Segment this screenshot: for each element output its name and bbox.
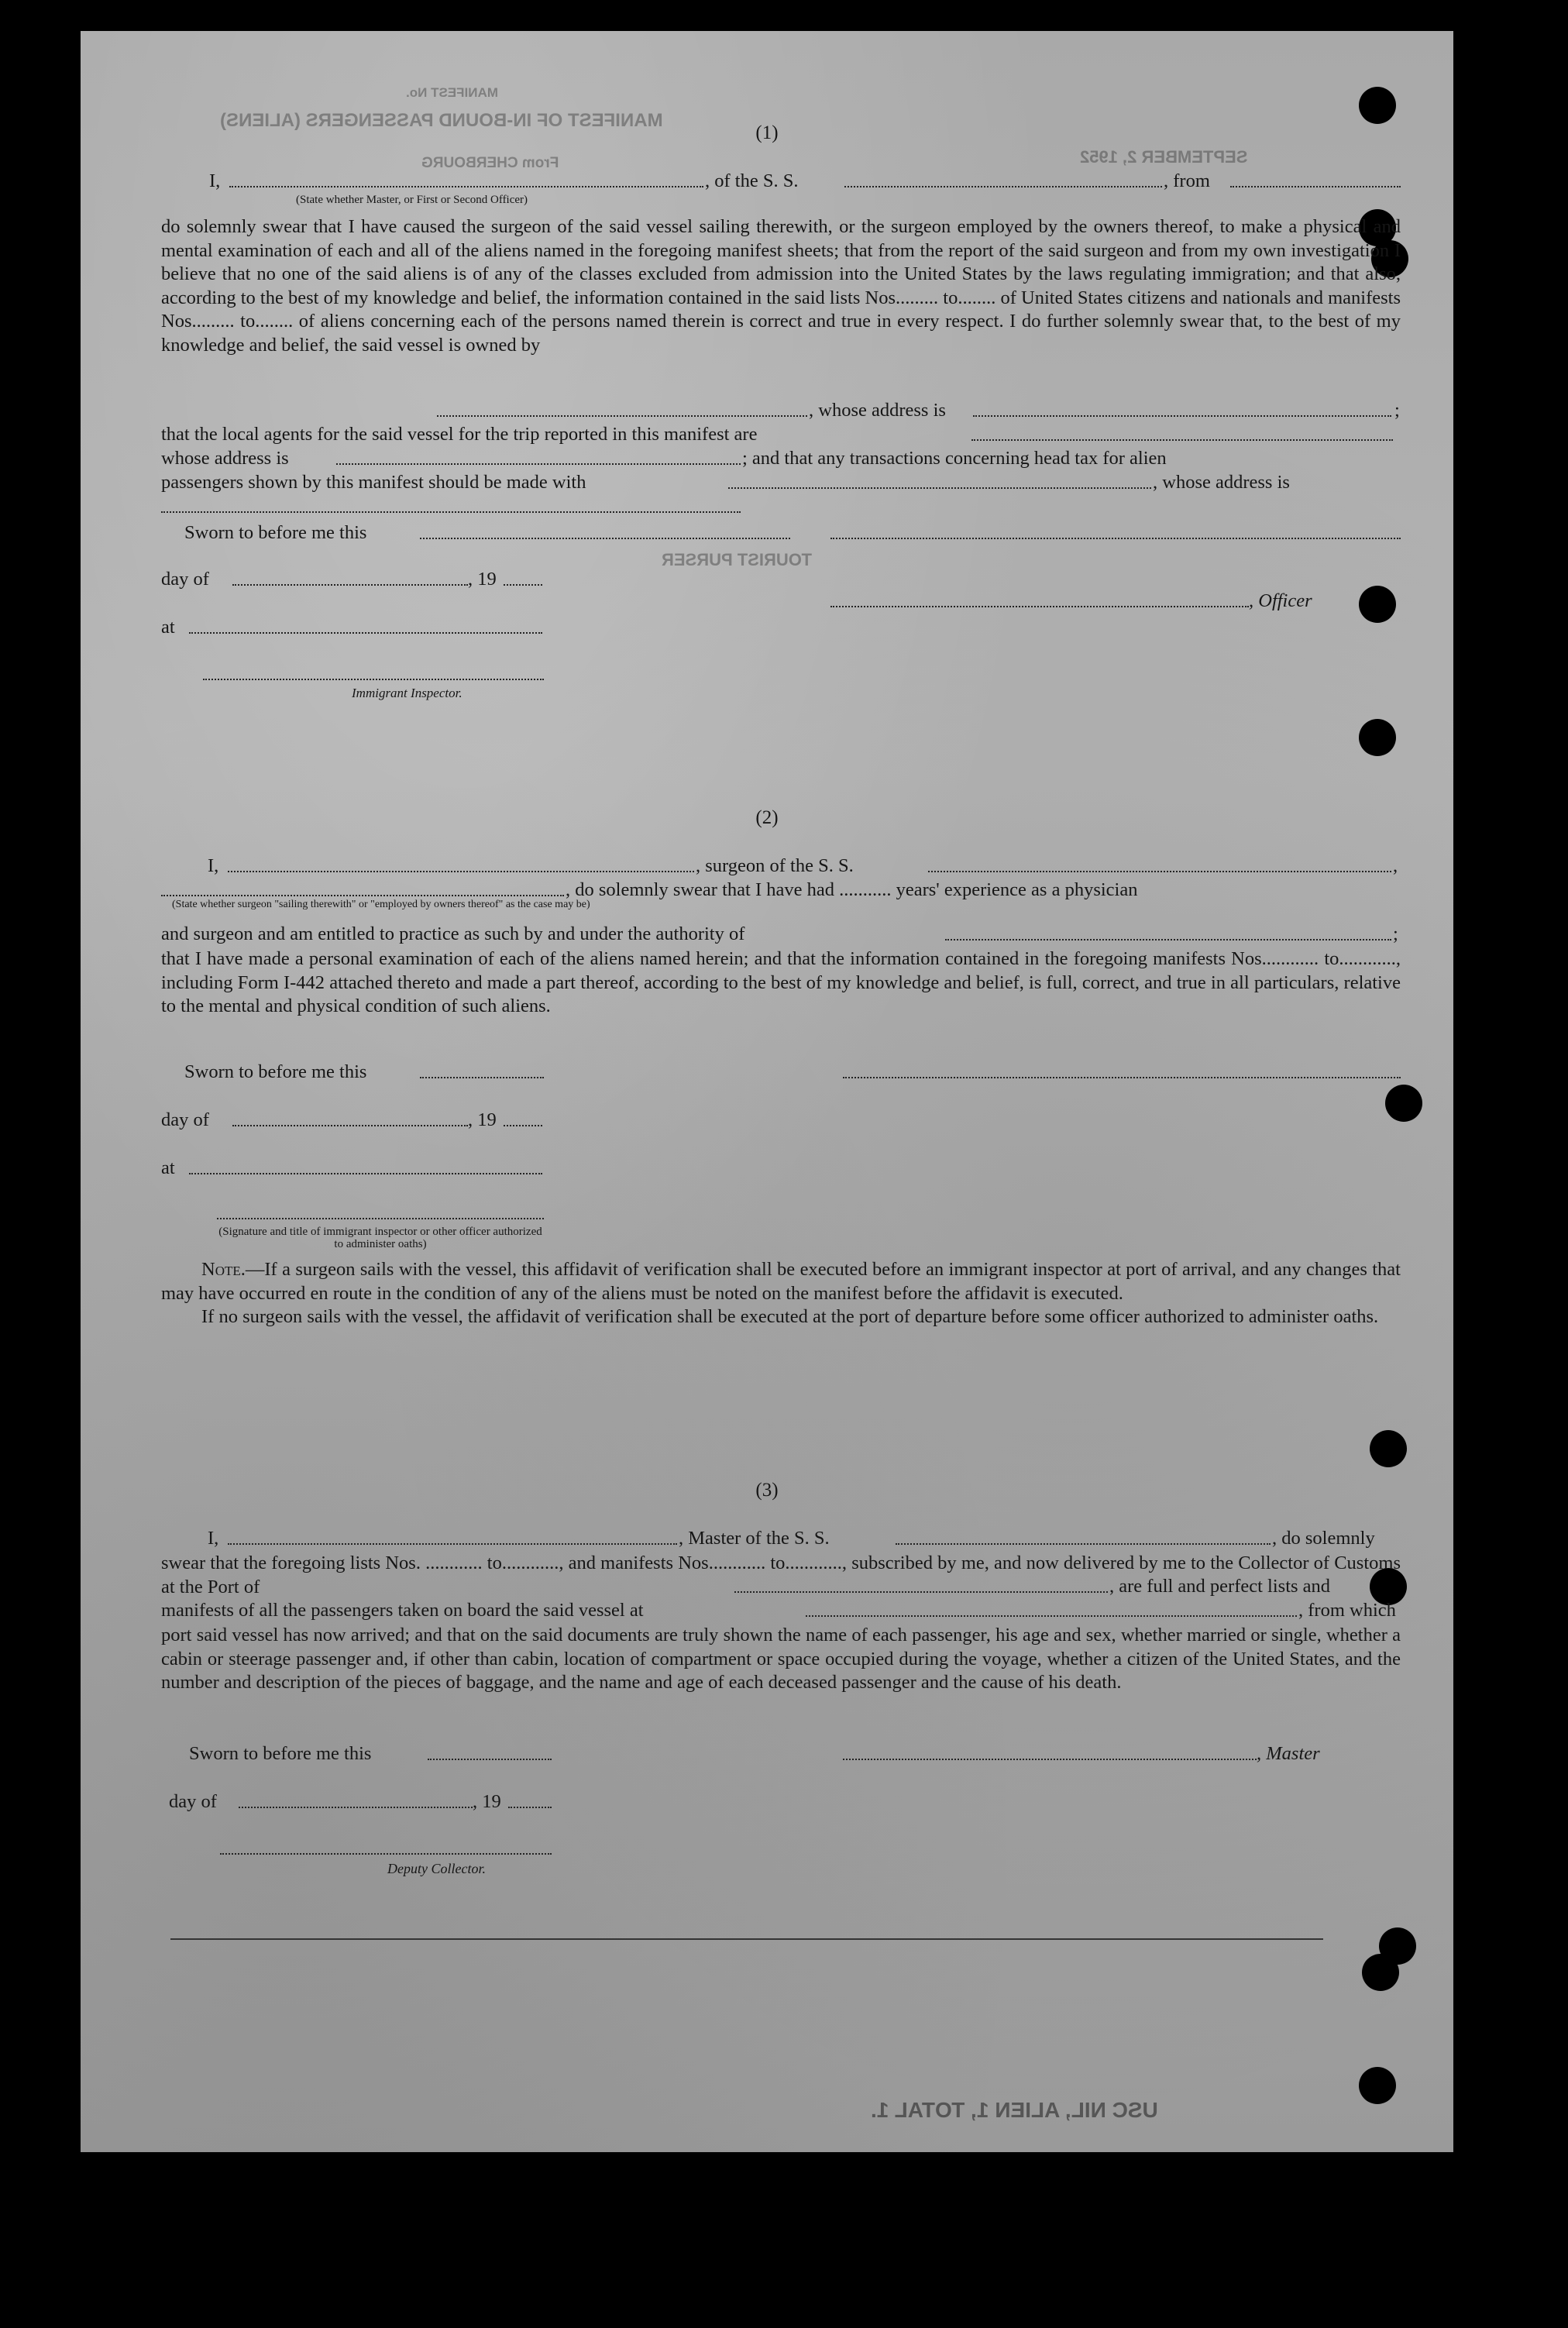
s1-inspector-label: Immigrant Inspector. [352,686,462,700]
punch-hole [1362,1954,1399,1991]
s2-authority-field [945,939,1391,940]
punch-hole [1385,1085,1422,1122]
s2-authority-label: and surgeon and am entitled to practice as such by and under the authority of [161,923,745,944]
s3-day-field [239,1807,473,1808]
punch-hole [1370,1430,1407,1467]
ghost-dated: SEPTEMBER 2, 1952 [1080,147,1248,167]
s1-semicolon: ; [1394,400,1400,421]
s1-local-agents-label: that the local agents for the said vessel for the trip reported in this manifest are [161,424,758,445]
s2-note-label: Note. [201,1259,246,1280]
s2-caption: (State whether surgeon "sailing therewith" or "employed by owners thereof" as the case may be) [172,899,590,910]
s1-at-field [189,632,542,634]
section-3-number: (3) [755,1480,779,1501]
s2-note [161,1258,1401,1329]
s2-note-paragraph [161,1258,1401,1305]
s2-i-label: I, [208,855,219,876]
s2-year-label: , 19 [468,1109,497,1130]
s1-i-label: I, [209,170,221,191]
s2-status-field [161,895,564,896]
punch-hole [1359,2067,1396,2104]
s2-sworn-label: Sworn to before me this [184,1061,367,1082]
s3-name-field [228,1543,677,1545]
s1-sworn-field [420,538,790,539]
s1-from-label: , from [1164,170,1210,191]
ghost-stamp: TOURIST PURSER [662,550,812,569]
s2-paragraph [161,947,1401,1019]
s2-sworn-field [420,1077,544,1078]
s1-ss-label: , of the S. S. [705,170,799,191]
s3-from-which-label: , from which [1298,1600,1396,1621]
s1-sworn-label: Sworn to before me this [184,522,367,543]
s1-officer-field [830,606,1249,607]
s1-name-field [229,186,703,187]
s3-swear-label: , do solemnly [1272,1528,1375,1549]
s1-year-field [504,584,542,586]
ghost-title: MANIFEST OF IN-BOUND PASSENGERS (ALIENS) [220,110,663,131]
s3-oath-text-2: port said vessel has now arrived; and that on the said documents are truly shown the name of each passenger, his age and sex, whether married or single, whether a cabin or steerage passenger and, if other than cabin, location of compartment or space occupied during the voyage, whether a citizen of the United States, and the number and description of the pieces of baggage, and the name and age of each deceased passenger and the cause of his death. [161,1625,1401,1693]
s2-day-field [232,1125,468,1126]
s3-deputy-field [220,1853,552,1855]
s3-i-label: I, [208,1528,219,1549]
s1-head-tax-label: ; and that any transactions concerning head tax for alien [742,448,1167,469]
s1-officer-label: , Officer [1249,590,1312,611]
s2-oath-text: that I have made a personal examination of each of the aliens named herein; and that the information contained in the foregoing manifests Nos............ to............, including Form I-442 attached thereto and made a part thereof, according to the best of my knowledge and belief, is full, correct, and true in all particulars, relative to the mental and physical condition of such aliens. [161,948,1401,1016]
s1-headtax-field [728,487,1151,489]
section-2-number: (2) [755,807,779,828]
s1-inspector-field [203,679,544,680]
s3-sworn-label: Sworn to before me this [189,1743,372,1764]
s1-from-field [1230,186,1401,187]
s3-oath-text: swear that the foregoing lists Nos. ............ to............, and manifests Nos............ to............, subscribed by me, and now delivered by me to the Collector of Customs at the Port of [161,1553,1401,1597]
form-page [81,31,1453,2152]
ghost-manifest-no: MANIFEST No. [406,85,498,100]
s1-day-field [232,584,468,586]
bottom-rule [170,1938,1323,1940]
s2-signature-caption: (Signature and title of immigrant inspector or other officer authorized to administer oaths) [218,1226,542,1250]
s1-paragraph [161,215,1401,357]
s2-name-field [228,871,694,872]
punch-hole [1359,719,1396,756]
s2-signature-field [843,1077,1401,1078]
s3-year-label: , 19 [473,1791,501,1812]
s3-ship-field [896,1543,1271,1545]
s1-whose-address-label-2: whose address is [161,448,289,469]
s3-paragraph-2 [161,1624,1401,1695]
ghost-bottom-stamp: USC NIL, ALIEN 1, TOTAL 1. [871,2098,1158,2122]
s2-semicolon: ; [1393,923,1398,944]
s2-day-of-label: day of [161,1109,209,1130]
s3-day-of-label: day of [169,1791,217,1812]
s1-day-of-label: day of [161,569,209,590]
s2-year-field [504,1125,542,1126]
s2-at-label: at [161,1157,175,1178]
s1-oath-text: do solemnly swear that I have caused the surgeon of the said vessel sailing therewith, or the surgeon employed by the owners thereof, to make a physical and mental examination of each and all of the aliens named in the foregoing manifest sheets; that from the report of the said surgeon and from my own investigation I believe that no one of the said aliens is of any of the classes excluded from admission into the United States by the laws regulating immigration; and that also, according to the best of my knowledge and belief, the information contained in the said lists Nos......... to........ of United States citizens and nationals and manifests Nos......... to........ of aliens concerning each of the persons named therein is correct and true in every respect. I do further solemnly swear that, to the best of my knowledge and belief, the said vessel is owned by [161,216,1401,356]
s2-comma: , [1393,855,1398,876]
s1-year-label: , 19 [468,569,497,590]
s2-inspector-field [217,1218,544,1219]
s1-owner-field [437,415,807,417]
s1-whose-address-label: , whose address is [809,400,946,421]
s3-master-sig-label: , Master [1257,1743,1320,1764]
s3-port-field [734,1591,1108,1593]
s1-headtax-address-field [161,511,741,513]
s1-agents-field [971,439,1393,441]
s2-surgeon-label: , surgeon of the S. S. [696,855,854,876]
s2-note-text: —If a surgeon sails with the vessel, this affidavit of verification shall be executed before an immigrant inspector at port of arrival, and any changes that may have occurred en route in the condition of any of the aliens must be noted on the manifest before the affidavit is executed. [161,1259,1401,1304]
s3-embarked-field [806,1615,1297,1617]
punch-hole [1359,586,1396,623]
s3-manifests-label: manifests of all the passengers taken on board the said vessel at [161,1600,644,1621]
s2-ship-field [928,871,1391,872]
s1-agents-address-field [336,463,741,465]
s1-owner-address-field [973,415,1391,417]
s1-caption: (State whether Master, or First or Second Officer) [296,194,528,206]
section-1-number: (1) [755,122,779,143]
s1-at-label: at [161,617,175,638]
s1-ship-field [844,186,1162,187]
punch-hole [1359,87,1396,124]
s2-note-paragraph-2: If no surgeon sails with the vessel, the affidavit of verification shall be executed at the port of departure before some officer authorized to administer oaths. [201,1306,1379,1327]
s1-passengers-label: passengers shown by this manifest should be made with [161,472,586,493]
s3-year-field [508,1807,552,1808]
s1-whose-address-label-3: , whose address is [1153,472,1290,493]
s1-signature-field [830,538,1401,539]
s3-are-full-label: , are full and perfect lists and [1109,1576,1331,1597]
s3-master-label: , Master of the S. S. [679,1528,830,1549]
s2-years-experience: , do solemnly swear that I have had ........... years' experience as a physician [566,879,1138,900]
s3-signature-field [843,1759,1257,1760]
s3-deputy-label: Deputy Collector. [387,1861,486,1876]
ghost-from: From CHERBOURG [421,155,559,171]
s2-at-field [189,1173,542,1174]
s3-sworn-field [428,1759,552,1760]
